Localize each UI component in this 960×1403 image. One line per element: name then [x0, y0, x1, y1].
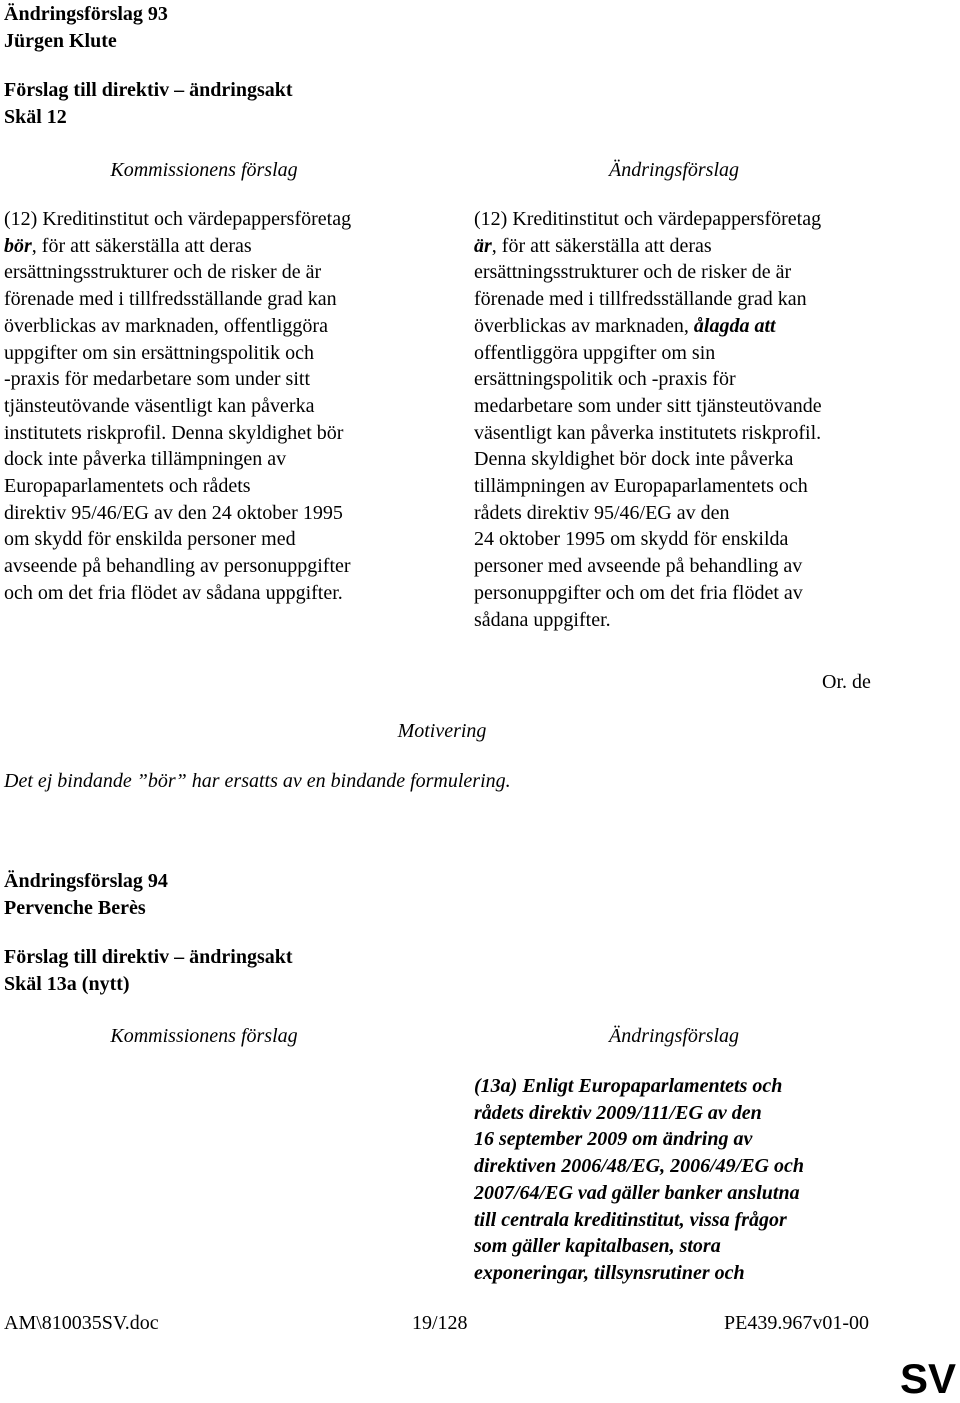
text-line: rådets direktiv 2009/111/EG av den — [474, 1101, 762, 1124]
amendment-93-amended-text — [474, 206, 822, 633]
text-run: tjänsteutövande väsentligt kan påverka — [4, 394, 315, 417]
text-line — [474, 286, 822, 313]
text-run: och om det fria flödet av sådana uppgifter. — [4, 581, 343, 604]
text-line — [474, 580, 822, 607]
text-line — [4, 553, 351, 580]
original-language: Or. de — [822, 671, 871, 693]
text-line — [474, 607, 822, 634]
text-line — [474, 233, 822, 260]
text-line — [4, 420, 351, 447]
text-line — [4, 580, 351, 607]
text-line — [474, 420, 822, 447]
text-line: 16 september 2009 om ändring av — [474, 1128, 753, 1151]
text-run: medarbetare som under sitt tjänsteutövande — [474, 394, 822, 417]
justification-heading: Motivering — [397, 720, 487, 742]
text-run: direktiv 95/46/EG av den 24 oktober 1995 — [4, 501, 343, 524]
text-line — [4, 286, 351, 313]
text-line: 2007/64/EG vad gäller banker anslutna — [474, 1181, 800, 1204]
text-run: sådana uppgifter. — [474, 608, 611, 631]
text-run: överblickas av marknaden, — [474, 314, 694, 337]
text-line — [474, 366, 822, 393]
text-line — [474, 259, 822, 286]
text-run: förenade med i tillfredsställande grad kan — [474, 288, 807, 311]
text-run: uppgifter om sin ersättningspolitik och — [4, 341, 314, 364]
text-line — [4, 313, 351, 340]
text-line — [4, 473, 351, 500]
text-run: rådets direktiv 95/46/EG av den — [474, 501, 730, 524]
text-run: -praxis för medarbetare som under sitt — [4, 368, 311, 391]
justification-text: Det ej bindande ”bör” har ersatts av en bindande formulering. — [4, 770, 511, 792]
emphasized-text: bör — [4, 234, 32, 257]
text-line — [4, 259, 351, 286]
text-run: personer med avseende på behandling av — [474, 555, 803, 578]
text-run: tillämpningen av Europaparlamentets och — [474, 475, 808, 498]
text-run: (12) Kreditinstitut och värdepappersföretag — [474, 208, 822, 230]
text-line — [474, 473, 822, 500]
text-run: ersättningsstrukturer och de risker de är — [474, 261, 792, 284]
text-line — [474, 446, 822, 473]
amendment-93-commission-text — [4, 206, 351, 607]
footer-doc-ref: AM\810035SV.doc — [4, 1312, 159, 1334]
amendment-94-number: Ändringsförslag 94 — [4, 870, 168, 892]
amendment-93-author: Jürgen Klute — [4, 30, 117, 52]
text-line: exponeringar, tillsynsrutiner och — [474, 1261, 745, 1284]
page-footer — [0, 1310, 960, 1337]
text-run: 24 oktober 1995 om skydd för enskilda — [474, 528, 789, 551]
text-line — [4, 366, 351, 393]
text-line — [474, 340, 822, 367]
text-run: (12) Kreditinstitut och värdepappersföretag — [4, 208, 352, 230]
text-line — [474, 313, 822, 340]
footer-pe-ref: PE439.967v01-00 — [724, 1312, 869, 1334]
text-run: förenade med i tillfredsställande grad kan — [4, 288, 337, 311]
amendment-94-proposal-type: Förslag till direktiv – ändringsakt — [4, 946, 293, 968]
amendment-94-amended-text — [474, 1073, 804, 1287]
language-code: SV — [899, 1355, 956, 1402]
text-run: institutets riskprofil. Denna skyldighet bör — [4, 421, 344, 444]
text-run: väsentligt kan påverka institutets riskprofil. — [474, 421, 822, 444]
text-line — [4, 393, 351, 420]
text-line — [4, 206, 351, 233]
emphasized-text: ålagda att — [693, 314, 776, 337]
amendment-93-right-column-heading: Ändringsförslag — [608, 159, 740, 181]
text-line — [474, 553, 822, 580]
text-line — [4, 500, 351, 527]
amendment-93-left-column-heading: Kommissionens förslag — [110, 159, 298, 181]
text-line: (13a) Enligt Europaparlamentets och — [474, 1075, 783, 1097]
amendment-94-author: Pervenche Berès — [4, 897, 146, 919]
amendment-94-right-column-heading: Ändringsförslag — [608, 1025, 740, 1047]
text-run: överblickas av marknaden, offentliggöra — [4, 314, 328, 337]
text-line — [474, 500, 822, 527]
amendment-94-left-column-heading: Kommissionens förslag — [110, 1025, 298, 1047]
text-run: offentliggöra uppgifter om sin — [474, 341, 716, 364]
text-run: , för att säkerställa att deras — [491, 234, 712, 257]
text-run: dock inte påverka tillämpningen av — [4, 448, 287, 471]
text-line — [4, 526, 351, 553]
text-run: ersättningsstrukturer och de risker de är — [4, 261, 322, 284]
text-run: Denna skyldighet bör dock inte påverka — [474, 448, 794, 471]
text-line: till centrala kreditinstitut, vissa frågor — [474, 1208, 787, 1231]
text-line — [474, 393, 822, 420]
text-run: personuppgifter och om det fria flödet av — [474, 581, 803, 604]
text-line — [474, 526, 822, 553]
text-line: direktiven 2006/48/EG, 2006/49/EG och — [474, 1155, 804, 1178]
text-line — [474, 206, 822, 233]
text-run: om skydd för enskilda personer med — [4, 528, 296, 551]
amendment-93-proposal-type: Förslag till direktiv – ändringsakt — [4, 79, 293, 101]
text-run: Europaparlamentets och rådets — [4, 475, 251, 498]
text-line — [4, 340, 351, 367]
text-run: , för att säkerställa att deras — [31, 234, 252, 257]
amendment-94-recital: Skäl 13a (nytt) — [4, 973, 130, 995]
amendment-93-recital: Skäl 12 — [4, 106, 67, 128]
footer-page-number: 19/128 — [412, 1312, 468, 1334]
text-line — [4, 446, 351, 473]
amendment-93-number: Ändringsförslag 93 — [4, 3, 168, 25]
emphasized-text: är — [474, 234, 492, 257]
text-run: ersättningspolitik och -praxis för — [474, 368, 736, 391]
text-run: avseende på behandling av personuppgifter — [4, 555, 351, 578]
text-line — [4, 233, 351, 260]
text-line: som gäller kapitalbasen, stora — [474, 1235, 721, 1258]
